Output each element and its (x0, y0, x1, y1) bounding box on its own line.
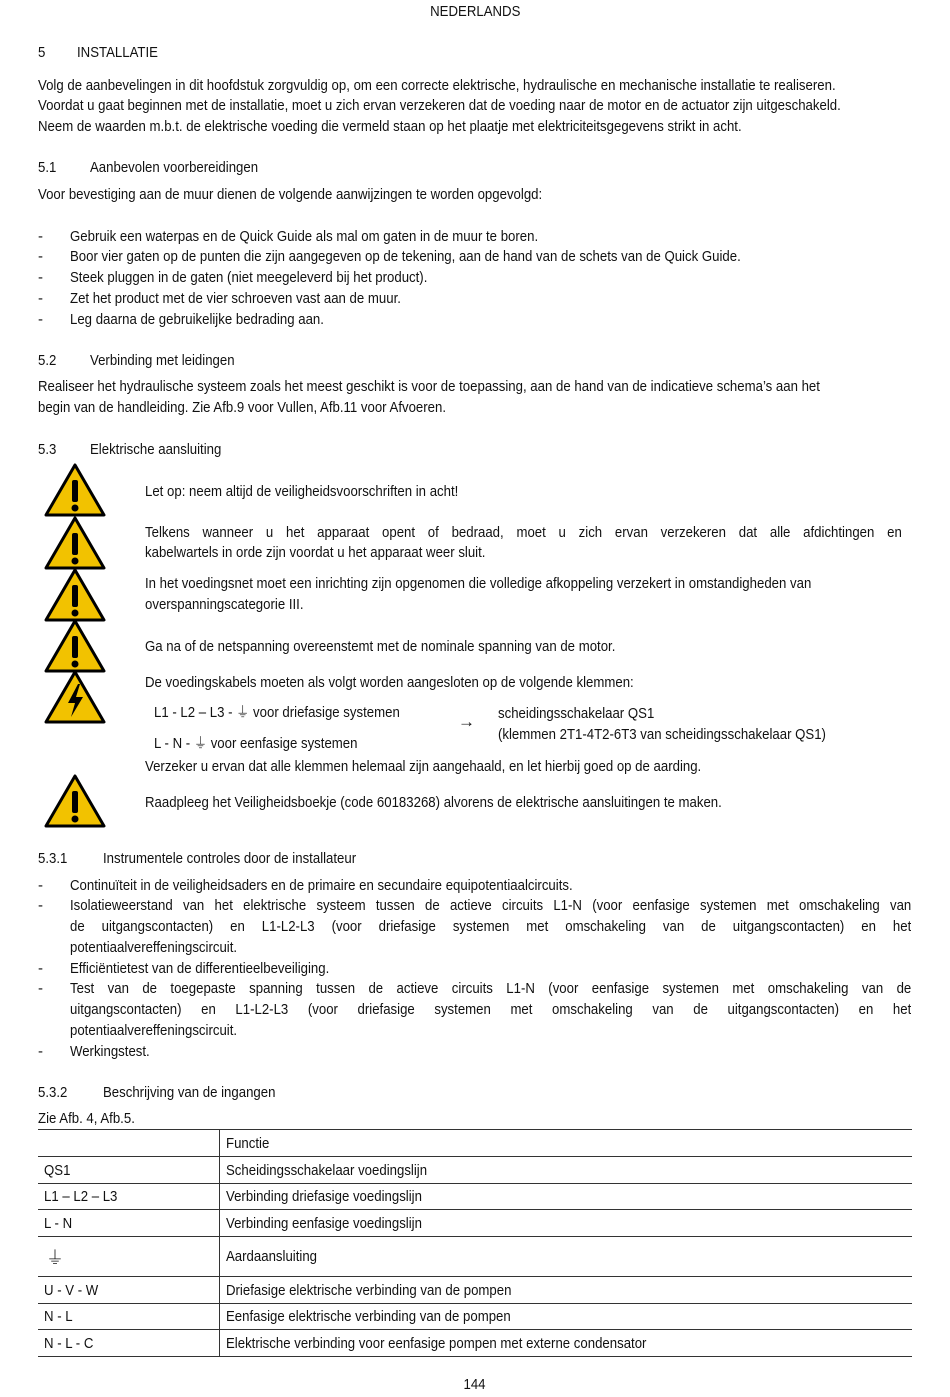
paragraph-line: Realiseer het hydraulische systeem zoals het meest geschikt is voor de toepassing, aan de hand van de indicatieve schema’s aan het (38, 378, 820, 395)
warning-icon (44, 516, 106, 570)
warning-text: overspanningscategorie III. (145, 596, 304, 613)
page-number: 144 (463, 1376, 487, 1393)
table-row (38, 1210, 912, 1237)
table-cell: L1 – L2 – L3 (38, 1184, 220, 1210)
switch-terminals: (klemmen 2T1-4T2-6T3 van scheidingsschakelaar QS1) (498, 726, 826, 743)
section-number: 5.3.2 (38, 1084, 68, 1101)
bullet-dash: - (38, 290, 43, 307)
warning-text: Let op: neem altijd de veiligheidsvoorschriften in acht! (145, 483, 459, 500)
inputs-table (38, 1129, 912, 1357)
bullet-dash: - (38, 248, 43, 265)
section-title: Verbinding met leidingen (90, 352, 235, 369)
table-cell: Aardaansluiting (226, 1248, 317, 1265)
paragraph-line: begin van de handleiding. Zie Afb.9 voor Vullen, Afb.11 voor Afvoeren. (38, 399, 447, 416)
switch-label: scheidingsschakelaar QS1 (498, 705, 655, 722)
table-row (38, 1157, 912, 1184)
bullet-dash: - (38, 960, 43, 977)
table-cell: Eenfasige elektrische verbinding van de pompen (226, 1308, 511, 1325)
list-item-line: potentiaalvereffeningscircuit. (70, 1022, 238, 1039)
single-phase-terminals: L - N - ⏚ voor eenfasige systemen (154, 735, 358, 752)
earth-note: Verzeker u ervan dat alle klemmen helemaal zijn aangehaald, en let hierbij goed op de aarding. (145, 758, 702, 775)
warning-text: De voedingskabels moeten als volgt worden aangesloten op de volgende klemmen: (145, 674, 634, 691)
list-item-line: uitgangscontacten) en L1-L2-L3 (voor driefasige systemen met omschakeling van de uitgangscontacten) en het (70, 1001, 911, 1018)
warning-icon (44, 619, 106, 673)
list-item: Test van de toegepaste spanning tussen de actieve circuits L1-N (voor eenfasige systemen met omschakeling van de (70, 980, 911, 997)
warning-text: In het voedingsnet moet een inrichting zijn opgenomen die volledige afkoppeling verzekert in omstandigheden van (145, 575, 812, 592)
table-row (38, 1277, 912, 1304)
list-item: Werkingstest. (70, 1043, 150, 1060)
table-cell: Driefasige elektrische verbinding van de pompen (226, 1281, 512, 1299)
table-cell: Verbinding driefasige voedingslijn (226, 1188, 422, 1205)
paragraph-line: Volg de aanbevelingen in dit hoofdstuk zorgvuldig op, om een correcte elektrische, hydraulische en mechanische installatie te realiseren. (38, 77, 836, 94)
table-row (38, 1184, 912, 1210)
bullet-dash: - (38, 269, 43, 286)
three-phase-terminals: L1 - L2 – L3 - ⏚ voor driefasige systemen (154, 704, 400, 721)
table-cell: Scheidingsschakelaar voedingslijn (226, 1161, 428, 1179)
warning-text: kabelwartels in orde zijn voordat u het apparaat weer sluit. (145, 544, 486, 561)
list-item-line: de uitgangscontacten) en L1-L2-L3 (voor driefasige systemen met omschakeling van de uitgangscontacten) en het (70, 918, 911, 935)
warning-icon (44, 774, 106, 828)
table-row (38, 1237, 912, 1277)
section-title: Elektrische aansluiting (90, 441, 222, 458)
table-row (38, 1304, 912, 1330)
table-cell: QS1 (38, 1157, 220, 1184)
section-title: Instrumentele controles door de installateur (103, 850, 357, 867)
table-cell: U - V - W (38, 1277, 220, 1304)
figure-reference: Zie Afb. 4, Afb.5. (38, 1110, 135, 1127)
bullet-dash: - (38, 311, 43, 328)
list-item: Gebruik een waterpas en de Quick Guide als mal om gaten in de muur te boren. (70, 228, 539, 245)
ground-symbol-icon: ⏚ (38, 1237, 220, 1277)
electric-warning-icon (44, 670, 106, 724)
section-number: 5 (38, 44, 46, 61)
table-row (38, 1330, 912, 1357)
paragraph-line: Voor bevestiging aan de muur dienen de volgende aanwijzingen te worden opgevolgd: (38, 186, 543, 203)
bullet-dash: - (38, 897, 43, 914)
table-cell: N - L - C (38, 1330, 220, 1357)
section-number: 5.1 (38, 159, 57, 176)
bullet-dash: - (38, 1043, 43, 1060)
list-item: Leg daarna de gebruikelijke bedrading aan. (70, 311, 324, 328)
section-number: 5.3 (38, 441, 57, 458)
list-item-line: potentiaalvereffeningscircuit. (70, 939, 238, 956)
table-cell: L - N (38, 1210, 220, 1237)
table-cell: Elektrische verbinding voor eenfasige pompen met externe condensator (226, 1334, 647, 1352)
list-item: Boor vier gaten op de punten die zijn aangegeven op de tekening, aan de hand van de schets van de Quick Guide. (70, 248, 741, 265)
table-cell: Verbinding eenfasige voedingslijn (226, 1214, 422, 1232)
page-header: NEDERLANDS (429, 3, 521, 20)
bullet-dash: - (38, 980, 43, 997)
warning-text: Ga na of de netspanning overeenstemt met de nominale spanning van de motor. (145, 638, 616, 655)
bullet-dash: - (38, 877, 43, 894)
list-item: Efficiëntietest van de differentieelbeveiliging. (70, 960, 330, 977)
section-number: 5.3.1 (38, 850, 68, 867)
section-title: Beschrijving van de ingangen (103, 1084, 276, 1101)
section-number: 5.2 (38, 352, 57, 369)
section-title: Aanbevolen voorbereidingen (90, 159, 259, 176)
list-item: Steek pluggen in de gaten (niet meegeleverd bij het product). (70, 269, 428, 286)
list-item: Continuïteit in de veiligheidsaders en de primaire en secundaire equipotentiaalcircuits. (70, 877, 573, 894)
table-header-row (38, 1130, 912, 1157)
section-title: INSTALLATIE (77, 44, 158, 61)
list-item: Zet het product met de vier schroeven vast aan de muur. (70, 290, 401, 307)
table-header-cell: Functie (226, 1134, 270, 1152)
list-item: Isolatieweerstand van het elektrische systeem tussen de actieve circuits L1-N (voor eenfasige systemen met omschakeling van (70, 897, 911, 914)
bullet-dash: - (38, 228, 43, 245)
warning-text: Telkens wanneer u het apparaat opent of bedraad, moet u zich ervan verzekeren dat alle afdichtingen en (145, 524, 902, 541)
paragraph-line: Voordat u gaat beginnen met de installatie, moet u zich ervan verzekeren dat de voeding naar de motor en de actuator zijn uitgeschakeld. (38, 97, 841, 114)
warning-icon (44, 568, 106, 622)
table-cell: N - L (38, 1304, 220, 1330)
warning-text: Raadpleeg het Veiligheidsboekje (code 60183268) alvorens de elektrische aansluitingen te maken. (145, 794, 722, 811)
arrow-right-icon: → (458, 712, 475, 731)
paragraph-line: Neem de waarden m.b.t. de elektrische voeding die vermeld staan op het plaatje met elektriciteitsgegevens strikt in acht. (38, 118, 742, 135)
warning-icon (44, 463, 106, 517)
